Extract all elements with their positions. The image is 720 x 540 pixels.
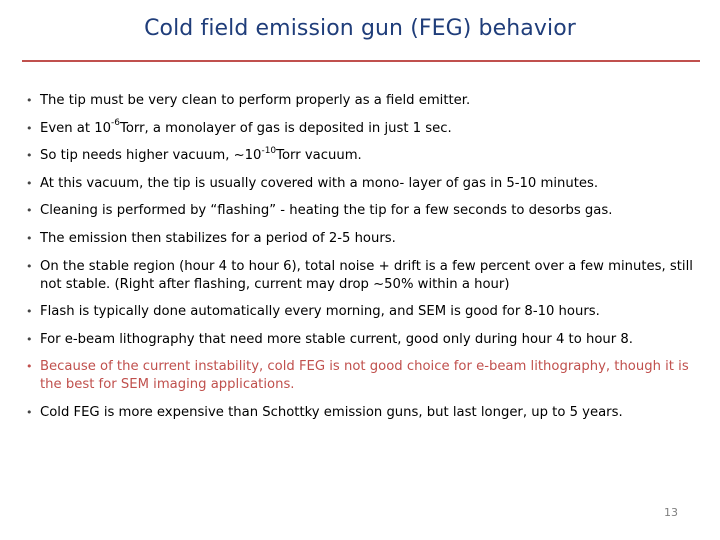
- bullet-text: [40, 304, 600, 319]
- bullet-text-segment: Cleaning is performed by “flashing” - heating the tip for a few seconds to desorbs gas.: [40, 203, 613, 219]
- bullet-item: [26, 202, 706, 220]
- bullet-list: [26, 92, 706, 432]
- bullet-dot-icon: •: [26, 121, 33, 135]
- bullet-text-segment: Torr, a monolayer of gas is deposited in just 1 sec.: [120, 120, 452, 136]
- bullet-text: [40, 118, 452, 136]
- bullet-text-segment: On the stable region (hour 4 to hour 6), total noise + drift is a few percent over a few minutes, still not stable. (Right after flashing, current may drop ~50% within a hour): [40, 258, 693, 292]
- bullet-dot-icon: •: [26, 360, 33, 374]
- bullet-text-segment: The emission then stabilizes for a period of 2-5 hours.: [40, 230, 396, 246]
- bullet-superscript: -6: [111, 118, 121, 129]
- bullet-item: [26, 120, 706, 138]
- bullet-item: [26, 175, 706, 193]
- bullet-dot-icon: •: [26, 176, 33, 190]
- bullet-dot-icon: •: [26, 405, 33, 419]
- bullet-item: [26, 331, 706, 349]
- bullet-item: [26, 303, 706, 321]
- bullet-text: [40, 405, 623, 420]
- bullet-text-segment: Torr vacuum.: [276, 148, 362, 164]
- bullet-item: [26, 230, 706, 248]
- bullet-text-segment: Flash is typically done automatically every morning, and SEM is good for 8-10 hours.: [40, 304, 600, 320]
- bullet-item: [26, 404, 706, 422]
- bullet-text-segment: The tip must be very clean to perform properly as a field emitter.: [40, 93, 471, 108]
- bullet-text-segment: Because of the current instability, cold FEG is not good choice for e-beam lithography, though it is the best for SEM imaging applications.: [40, 359, 689, 393]
- bullet-text-segment: At this vacuum, the tip is usually covered with a mono- layer of gas in 5-10 minutes.: [40, 175, 599, 191]
- bullet-text: [40, 145, 362, 164]
- bullet-dot-icon: •: [26, 94, 33, 107]
- bullet-dot-icon: •: [26, 305, 33, 319]
- bullet-text: [40, 176, 598, 191]
- bullet-text: [40, 259, 693, 292]
- bullet-dot-icon: •: [26, 231, 33, 245]
- bullet-item: [26, 358, 706, 394]
- bullet-dot-icon: •: [26, 204, 33, 218]
- bullet-text-segment: Even at 10: [40, 120, 112, 136]
- bullet-text: [40, 332, 633, 347]
- bullet-text: [40, 231, 396, 246]
- bullet-text-segment: So tip needs higher vacuum, ~10: [40, 148, 262, 164]
- bullet-text-segment: Cold FEG is more expensive than Schottky emission guns, but last longer, up to 5 years.: [40, 404, 623, 420]
- bullet-item: [26, 258, 706, 294]
- bullet-text: [40, 203, 612, 218]
- bullet-dot-icon: •: [26, 149, 33, 163]
- slide-title: Cold field emission gun (FEG) behavior: [144, 16, 576, 41]
- bullet-dot-icon: •: [26, 332, 33, 346]
- bullet-text: [40, 359, 689, 392]
- title-divider: [22, 60, 700, 62]
- bullet-dot-icon: •: [26, 259, 33, 273]
- bullet-item: [26, 92, 706, 110]
- bullet-superscript: -10: [261, 145, 277, 156]
- bullet-text: [40, 93, 470, 108]
- bullet-item: [26, 147, 706, 165]
- bullet-text-segment: For e-beam lithography that need more stable current, good only during hour 4 to hour 8.: [40, 331, 633, 347]
- page-number: 13: [664, 506, 678, 519]
